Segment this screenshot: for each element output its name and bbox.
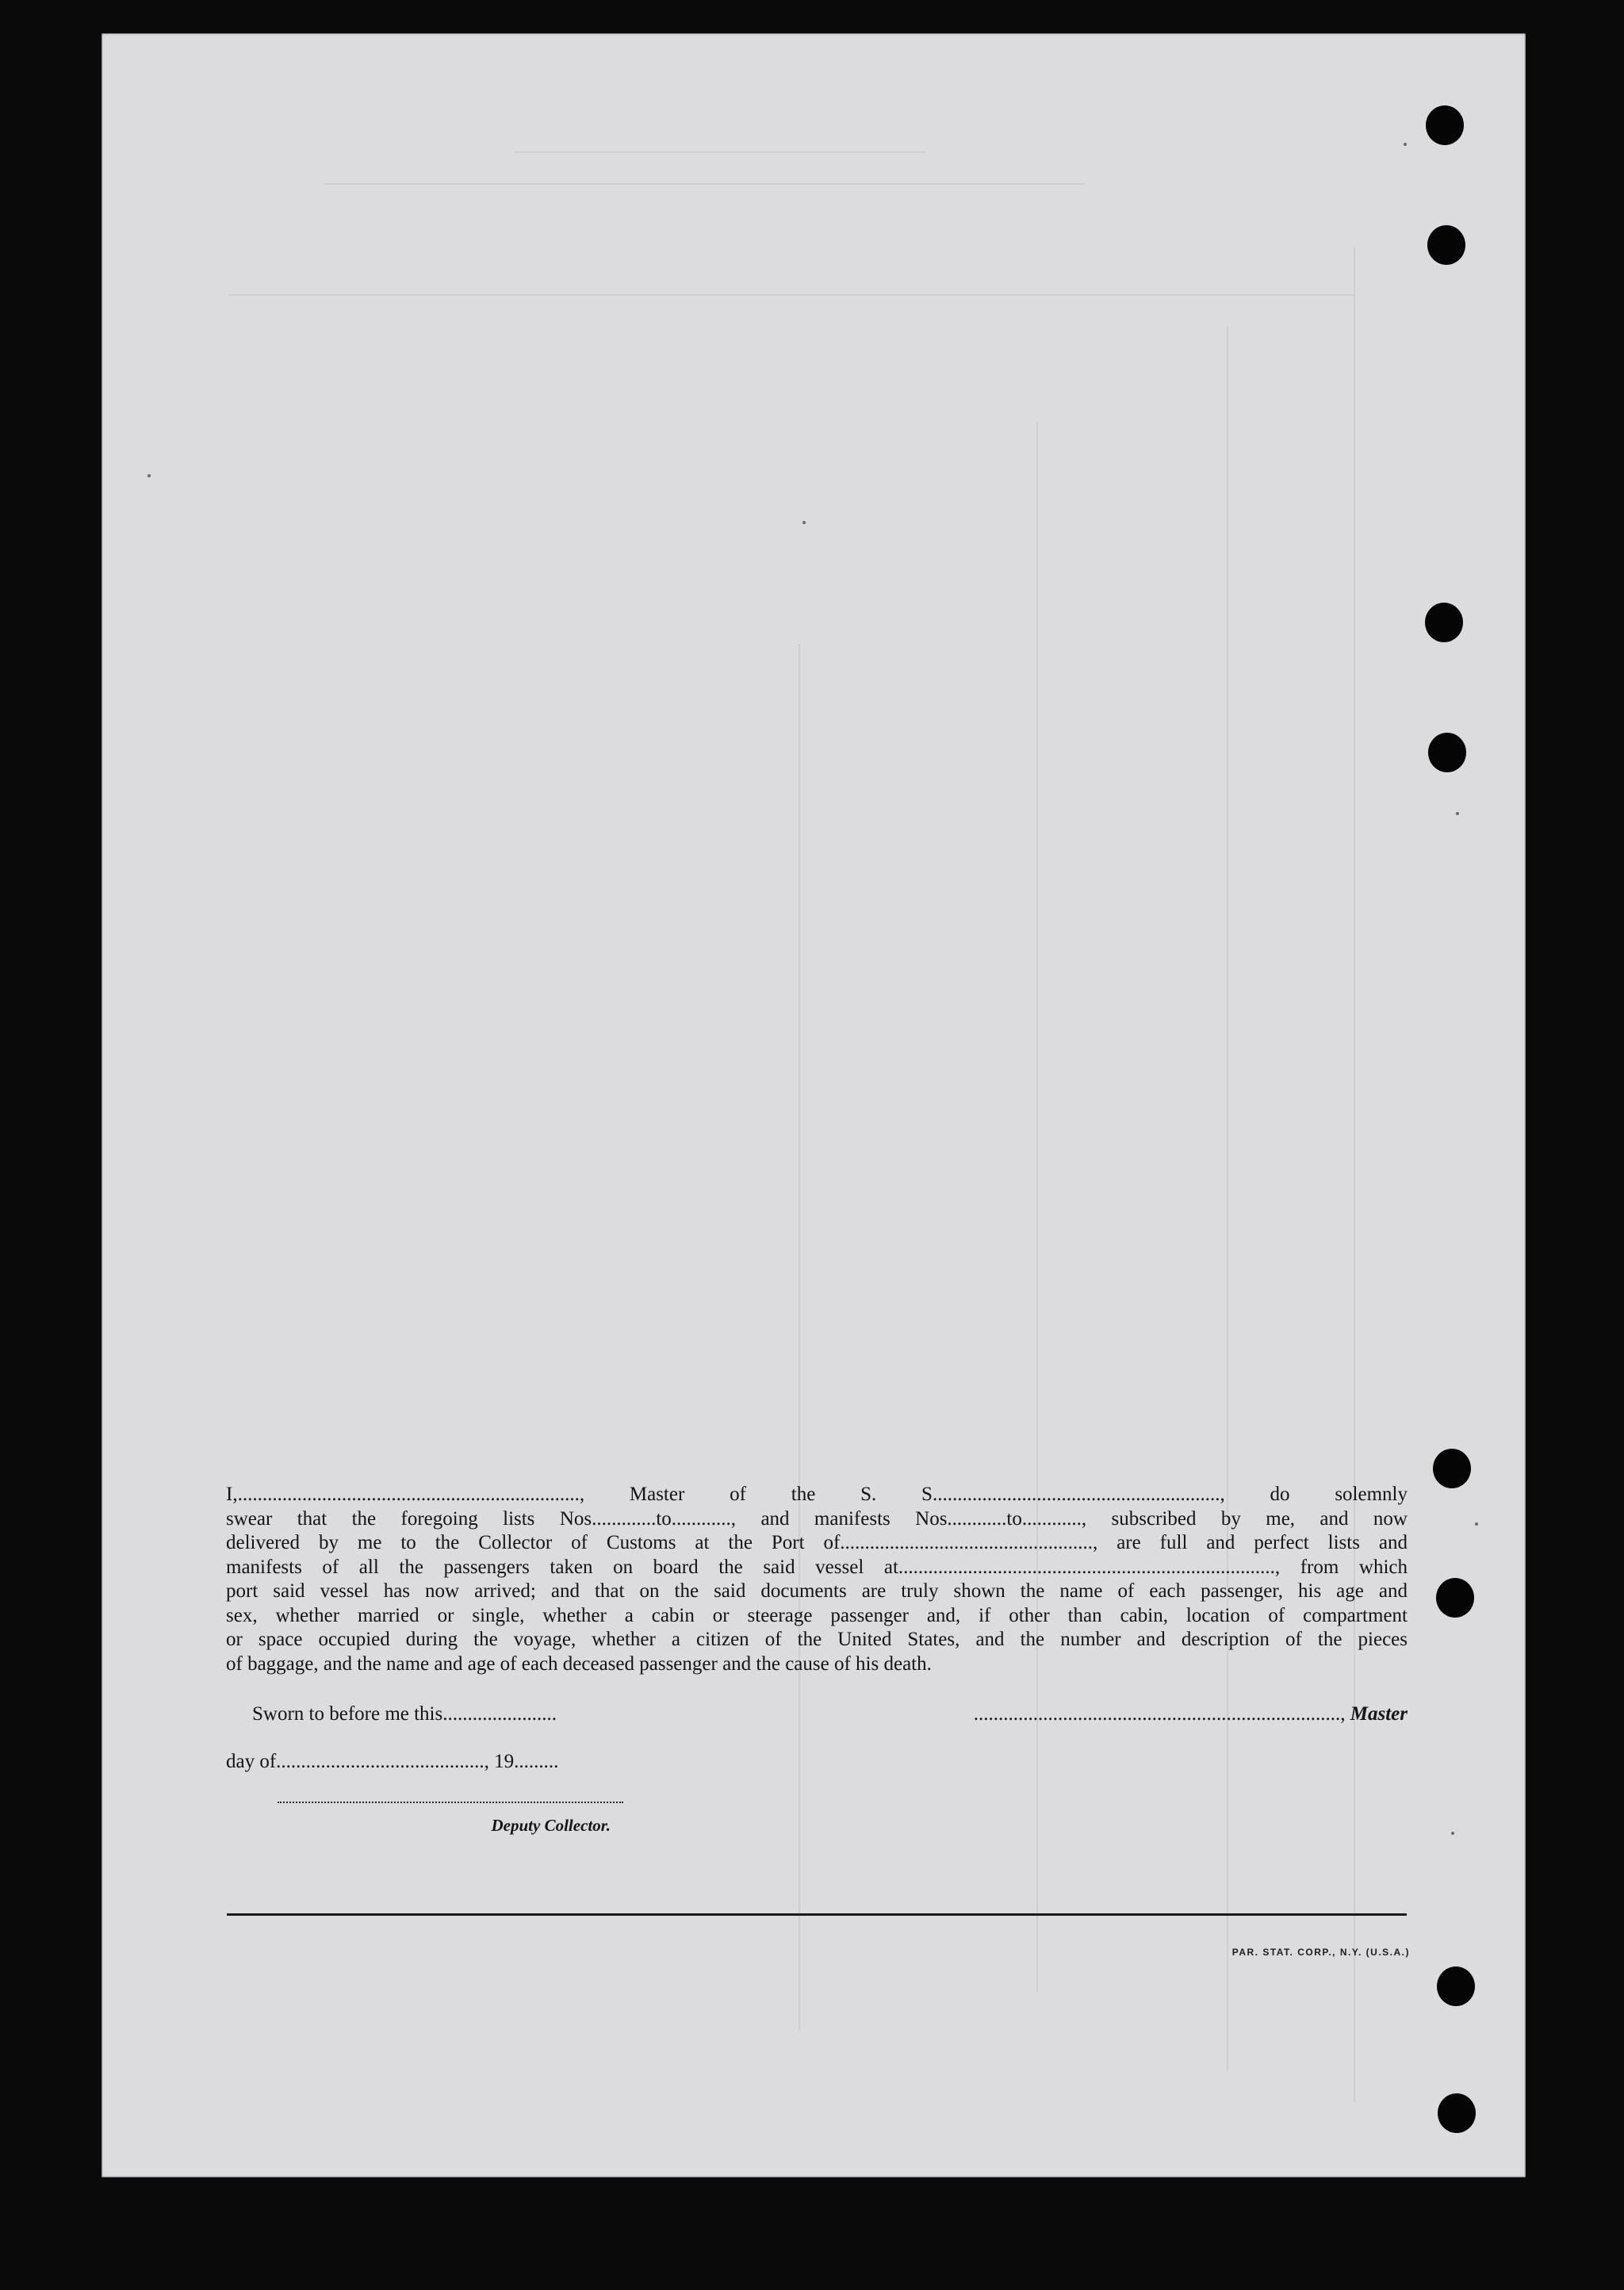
oath-line: port said vessel has now arrived; and that on the said documents are truly shown the name of each passenger, his age and bbox=[226, 1580, 1408, 1602]
oath-line: of baggage, and the name and age of each deceased passenger and the cause of his death. bbox=[226, 1652, 932, 1675]
bleed-through-marks bbox=[228, 89, 1402, 2119]
punch-hole-6 bbox=[1436, 1578, 1474, 1618]
punch-hole-8 bbox=[1438, 2093, 1476, 2133]
oath-line: or space occupied during the voyage, whether a citizen of the United States, and the number and description of the pieces bbox=[226, 1629, 1408, 1650]
manifest-sheet bbox=[102, 33, 1526, 2177]
speck bbox=[1456, 812, 1459, 815]
printer-imprint: PAR. STAT. CORP., N.Y. (U.S.A.) bbox=[1231, 1947, 1410, 1958]
oath-line: swear that the foregoing lists Nos.............to............, and manifests Nos............to............, subscribed by me, and now bbox=[226, 1507, 1408, 1530]
punch-hole-2 bbox=[1427, 225, 1465, 265]
master-label: Master bbox=[1350, 1703, 1408, 1725]
master-oath-paragraph bbox=[226, 1483, 1408, 1676]
master-signature-dots: .........................................................................., bbox=[973, 1703, 1346, 1725]
punch-hole-4 bbox=[1428, 733, 1466, 772]
speck bbox=[802, 521, 806, 524]
oath-line: sex, whether married or single, whether a cabin or steerage passenger and, if other than cabin, location of compartment bbox=[226, 1604, 1408, 1626]
punch-hole-1 bbox=[1426, 105, 1464, 145]
day-of-text: day of.........................................., 19......... bbox=[226, 1751, 559, 1772]
oath-line: delivered by me to the Collector of Customs at the Port of..................................................., are full and perfect lists and bbox=[226, 1532, 1408, 1553]
punch-hole-3 bbox=[1425, 603, 1463, 642]
speck bbox=[1451, 1832, 1454, 1835]
master-signature-line bbox=[920, 1703, 1408, 1725]
sworn-before-me-text: Sworn to before me this....................... bbox=[252, 1703, 557, 1725]
deputy-collector-label: Deputy Collector. bbox=[491, 1816, 611, 1835]
oath-line: manifests of all the passengers taken on board the said vessel at............................................................................, from which bbox=[226, 1556, 1408, 1578]
oath-line: I,....................................................................., Master of the S. S.........................................................., do solemnly bbox=[226, 1484, 1408, 1505]
deputy-signature-line bbox=[278, 1802, 623, 1803]
punch-hole-5 bbox=[1433, 1449, 1471, 1488]
bleed-through-svg bbox=[228, 89, 1402, 2119]
punch-hole-7 bbox=[1437, 1966, 1475, 2006]
speck bbox=[1475, 1522, 1478, 1526]
speck bbox=[147, 474, 151, 477]
footer-rule bbox=[227, 1913, 1407, 1916]
speck bbox=[1404, 143, 1407, 146]
